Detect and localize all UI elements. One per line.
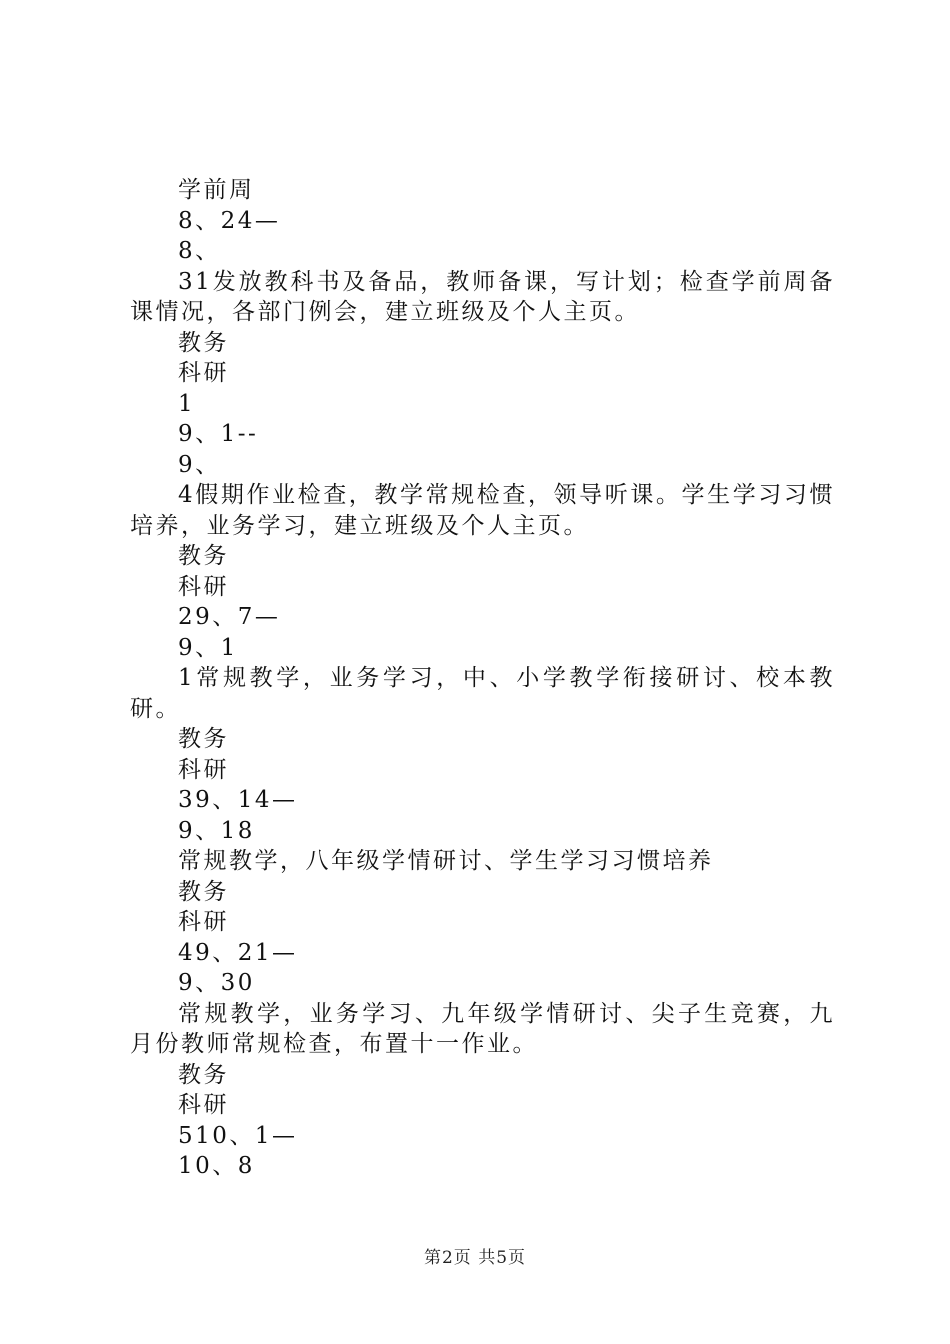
- department-line: 科研: [178, 573, 229, 600]
- paragraph: 31发放教科书及备品，教师备课，写计划；检查学前周备课情况，各部门例会，建立班级及个人主页。: [130, 268, 835, 325]
- department-line: 科研: [178, 756, 229, 783]
- paragraph: 1常规教学，业务学习，中、小学教学衔接研讨、校本教研。: [130, 665, 835, 722]
- page-number-footer: 第2页 共5页: [423, 1248, 527, 1268]
- date-line: 9、: [178, 451, 221, 478]
- department-line: 教务: [178, 878, 229, 905]
- text-line: 学前周: [178, 177, 255, 203]
- paragraph: 常规教学，业务学习、九年级学情研讨、尖子生竞赛，九月份教师常规检查，布置十一作业。: [130, 1000, 835, 1057]
- date-line: 39、14—: [178, 787, 298, 813]
- paragraph: 4假期作业检查，教学常规检查，领导听课。学生学习习惯培养，业务学习，建立班级及个人主页。: [130, 482, 835, 539]
- date-line: 49、21—: [178, 939, 298, 966]
- department-line: 科研: [178, 1092, 229, 1118]
- date-line: 29、7—: [178, 604, 281, 630]
- date-line: 9、1--: [178, 421, 259, 447]
- department-line: 科研: [178, 909, 229, 935]
- date-line: 9、1: [178, 634, 238, 661]
- date-line: 8、: [178, 238, 221, 264]
- date-line: 510、1—: [178, 1122, 298, 1149]
- date-line: 9、30: [178, 970, 255, 996]
- department-line: 科研: [178, 360, 229, 386]
- date-line: 9、18: [178, 817, 255, 844]
- date-line: 8、24—: [178, 207, 281, 234]
- date-line: 10、8: [178, 1153, 255, 1179]
- department-line: 教务: [178, 329, 229, 356]
- department-line: 教务: [178, 726, 229, 752]
- week-number-line: 1: [178, 390, 196, 417]
- document-body: [130, 175, 835, 1182]
- text-line: 常规教学，八年级学情研讨、学生学习习惯培养: [178, 848, 714, 874]
- department-line: 教务: [178, 1061, 229, 1088]
- department-line: 教务: [178, 543, 229, 569]
